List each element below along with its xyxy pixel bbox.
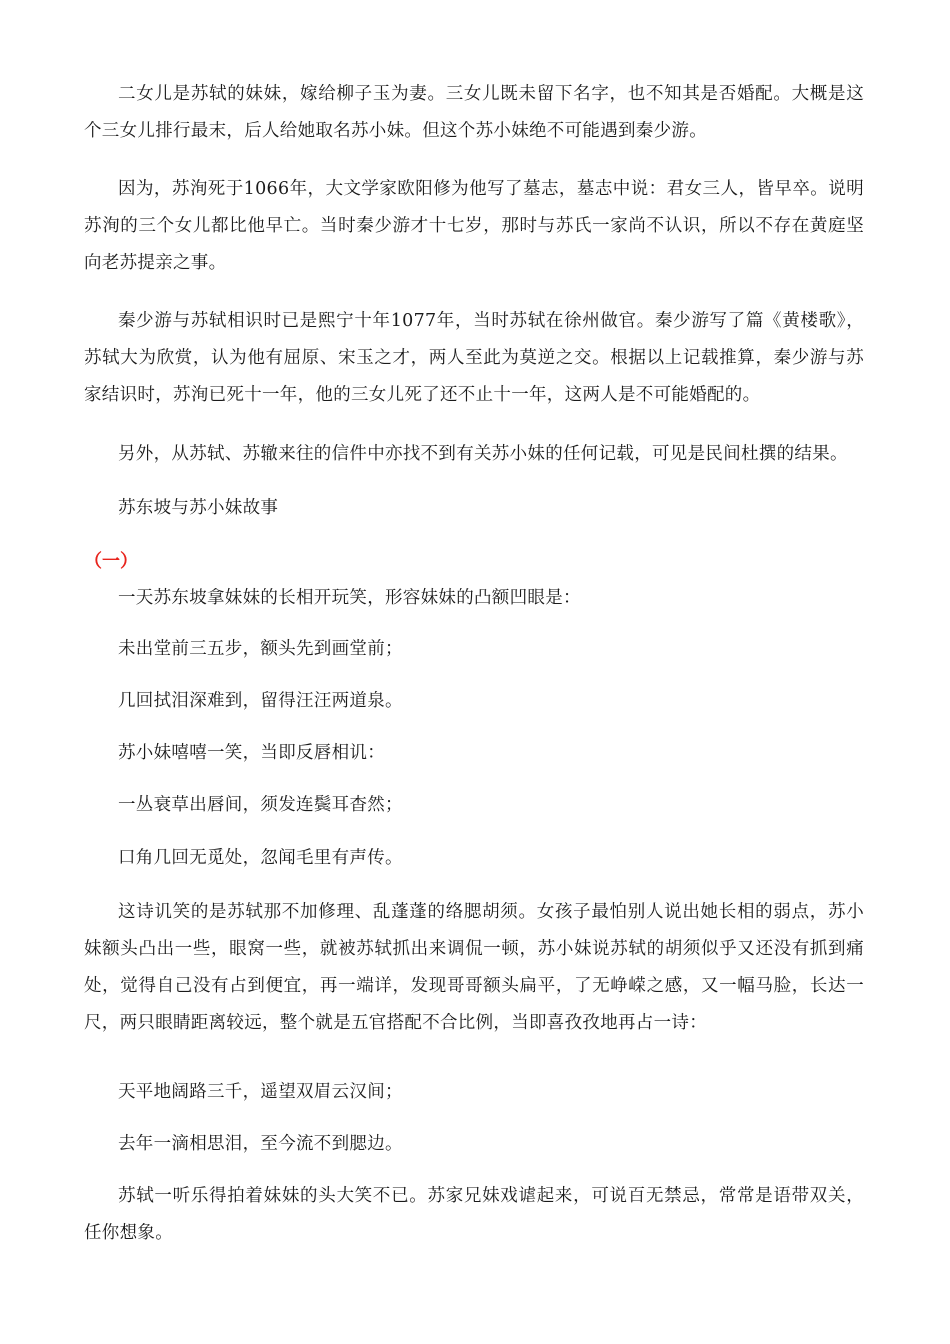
poem-line-6: 去年一滴相思泪，至今流不到腮边。 xyxy=(118,1134,403,1154)
paragraph-4: 另外，从苏轼、苏辙来往的信件中亦找不到有关苏小妹的任何记载，可见是民间杜撰的结果。 xyxy=(118,444,848,464)
section-heading: （一） xyxy=(84,551,138,572)
paragraph-1: 二女儿是苏轼的妹妹，嫁给柳子玉为妻。三女儿既未留下名字，也不知其是否婚配。大概是这个三女儿排行最末，后人给她取名苏小妹。但这个苏小妹绝不可能遇到秦少游。 xyxy=(84,84,864,141)
paragraph-2: 因为，苏洵死于1066年，大文学家欧阳修为他写了墓志，墓志中说：君女三人，皆早卒。说明苏洵的三个女儿都比他早亡。当时秦少游才十七岁，那时与苏氏一家尚不认识，所以不存在黄庭坚向老苏提亲之事。 xyxy=(84,179,864,273)
poem-line-4: 口角几回无觅处，忽闻毛里有声传。 xyxy=(118,848,403,868)
story-line-2: 苏小妹嘻嘻一笑，当即反唇相讥： xyxy=(118,743,385,763)
story-line-1: 一天苏东坡拿妹妹的长相开玩笑，形容妹妹的凸额凹眼是： xyxy=(118,588,581,608)
paragraph-5: 这诗讥笑的是苏轼那不加修理、乱蓬蓬的络腮胡须。女孩子最怕别人说出她长相的弱点，苏小妹额头凸出一些，眼窝一些，就被苏轼抓出来调侃一顿，苏小妹说苏轼的胡须似乎又还没有抓到痛处，觉得自己没有占到便宜，再一端详，发现哥哥额头扁平，了无峥嵘之感，又一幅马脸，长达一尺，两只眼睛距离较远，整个就是五官搭配不合比例，当即喜孜孜地再占一诗： xyxy=(84,902,864,1033)
poem-line-3: 一丛衰草出唇间，须发连鬓耳杳然； xyxy=(118,795,403,815)
poem-line-1: 未出堂前三五步，额头先到画堂前； xyxy=(118,639,403,659)
poem-line-5: 天平地阔路三千，遥望双眉云汉间； xyxy=(118,1082,403,1102)
paragraph-6: 苏轼一听乐得拍着妹妹的头大笑不已。苏家兄妹戏谑起来，可说百无禁忌，常常是语带双关，任你想象。 xyxy=(84,1186,864,1243)
paragraph-3: 秦少游与苏轼相识时已是熙宁十年1077年，当时苏轼在徐州做官。秦少游写了篇《黄楼歌》，苏轼大为欣赏，认为他有屈原、宋玉之才，两人至此为莫逆之交。根据以上记载推算，秦少游与苏家结识时，苏洵已死十一年，他的三女儿死了还不止十一年，这两人是不可能婚配的。 xyxy=(84,311,864,405)
poem-line-2: 几回拭泪深难到，留得汪汪两道泉。 xyxy=(118,691,403,711)
story-title: 苏东坡与苏小妹故事 xyxy=(118,498,279,518)
